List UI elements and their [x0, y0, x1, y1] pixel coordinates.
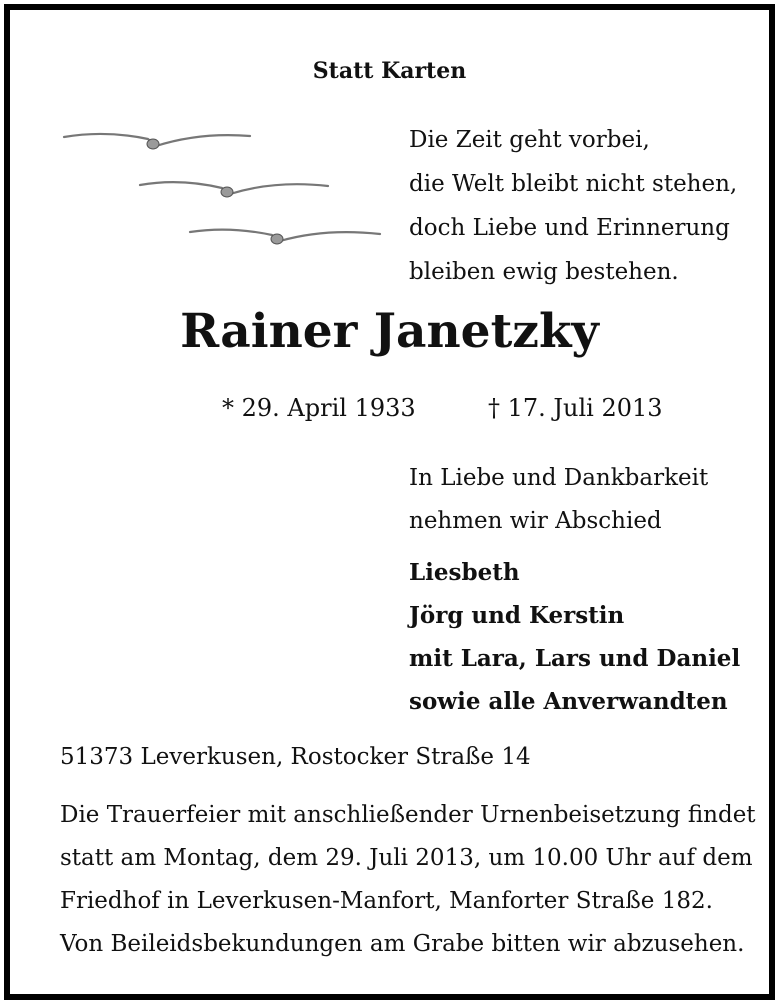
farewell-text — [409, 457, 708, 543]
poem-line: doch Liebe und Erinnerung — [409, 215, 730, 241]
poem — [409, 118, 737, 294]
family-address: 51373 Leverkusen, Rostocker Straße 14 — [60, 744, 531, 770]
funeral-service-info — [60, 794, 756, 923]
closing-request: Von Beileidsbekundungen am Grabe bitten wir abzusehen. — [60, 931, 745, 957]
birth-date: * 29. April 1933 — [222, 394, 416, 422]
flying-birds-icon — [60, 122, 390, 262]
mourner-line: Jörg und Kerstin — [409, 602, 625, 629]
service-line: Friedhof in Leverkusen-Manfort, Manforter Straße 182. — [60, 888, 713, 914]
farewell-line: In Liebe und Dankbarkeit — [409, 465, 709, 491]
mourner-line: mit Lara, Lars und Daniel — [409, 645, 741, 672]
mourner-line: sowie alle Anverwandten — [409, 688, 728, 715]
death-date: † 17. Juli 2013 — [488, 394, 663, 422]
poem-line: Die Zeit geht vorbei, — [409, 127, 650, 153]
poem-line: die Welt bleibt nicht stehen, — [409, 171, 738, 197]
service-line: statt am Montag, dem 29. Juli 2013, um 10.00 Uhr auf dem — [60, 845, 753, 871]
service-line: Die Trauerfeier mit anschließender Urnenbeisetzung findet — [60, 802, 756, 828]
mourners-list — [409, 551, 740, 723]
obituary-frame — [4, 4, 775, 1000]
poem-line: bleiben ewig bestehen. — [409, 259, 679, 285]
deceased-name: Rainer Janetzky — [180, 304, 599, 359]
farewell-line: nehmen wir Abschied — [409, 508, 662, 534]
notice-heading: Statt Karten — [312, 58, 467, 84]
mourner-line: Liesbeth — [409, 559, 520, 586]
